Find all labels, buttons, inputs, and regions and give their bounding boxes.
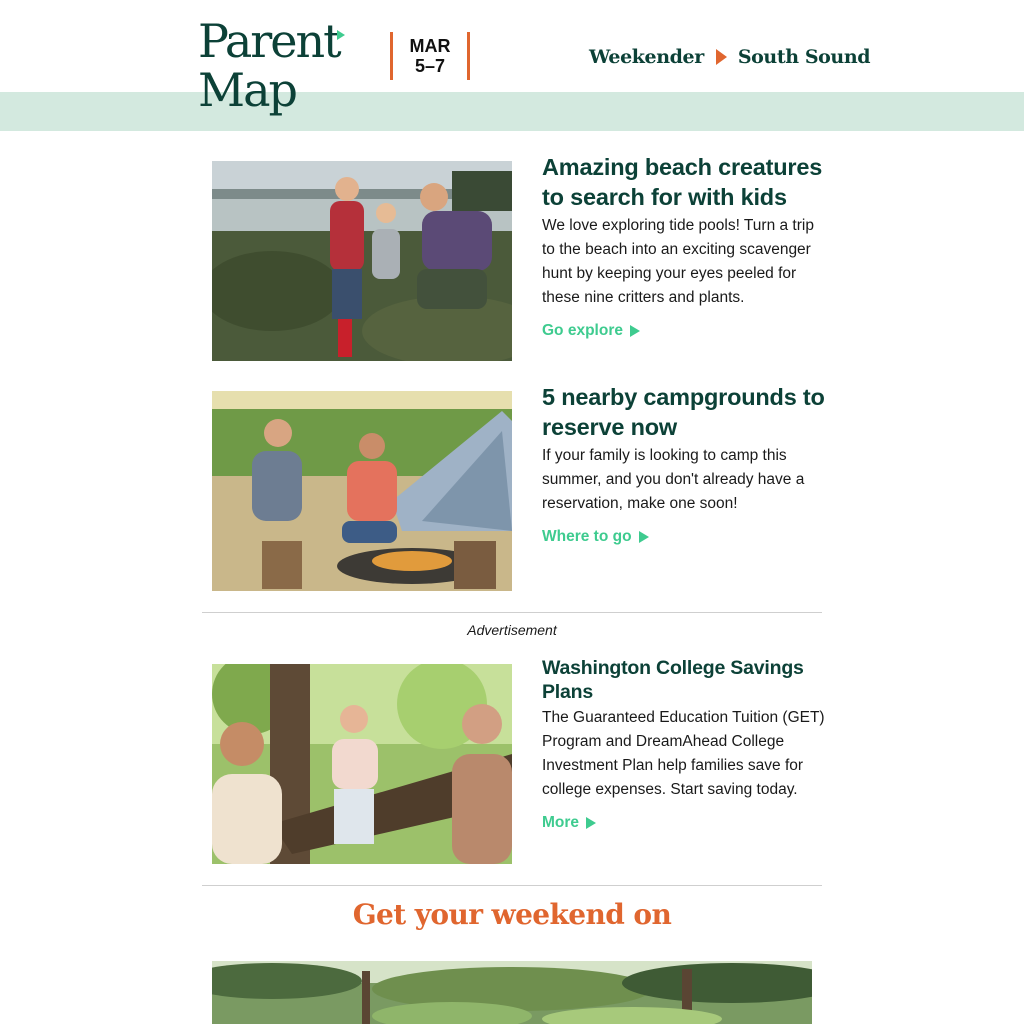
weekend-image-garden[interactable]: [212, 961, 812, 1024]
article-title[interactable]: Amazing beach creatures to search for with kids: [542, 154, 823, 210]
ad-body: The Guaranteed Education Tuition (GET) Program and DreamAhead College Investment Plan help families save for college expenses. Start saving today.: [542, 709, 825, 798]
cta-label: Where to go: [542, 528, 632, 545]
go-explore-link[interactable]: [542, 322, 640, 340]
cta-label: Go explore: [542, 322, 623, 339]
article-body: We love exploring tide pools! Turn a trip to the beach into an exciting scavenger hunt by keeping your eyes peeled for these nine critters and plants.: [542, 217, 814, 306]
breadcrumb-south-sound[interactable]: South Sound: [737, 46, 871, 68]
ad-title[interactable]: Washington College Savings Plans: [542, 657, 804, 703]
logo-arrow-icon: [337, 30, 345, 40]
ad-card-college-savings: [212, 657, 825, 864]
weekend-section-heading: Get your weekend on: [352, 898, 672, 931]
play-arrow-icon: [639, 531, 649, 543]
breadcrumb-weekender[interactable]: Weekender: [589, 46, 704, 68]
play-arrow-icon: [586, 817, 596, 829]
article-image-campfire[interactable]: [212, 391, 512, 591]
ad-text: [542, 657, 827, 832]
email-header: [0, 0, 1024, 117]
campfire-photo-icon: [212, 391, 512, 591]
article-text: [542, 384, 827, 546]
where-to-go-link[interactable]: [542, 528, 649, 546]
japanese-garden-photo-icon: [212, 961, 812, 1024]
article-image-beach[interactable]: [212, 161, 512, 361]
family-tree-photo-icon: [212, 664, 512, 864]
issue-date-days: 5–7: [414, 56, 446, 76]
divider: [202, 885, 822, 886]
ad-image-family[interactable]: [212, 664, 512, 864]
logo-text-parent: Parent: [198, 14, 340, 68]
more-link[interactable]: [542, 814, 596, 832]
header-band: [0, 92, 1024, 131]
triangle-right-icon: [716, 49, 727, 65]
issue-date: [390, 32, 470, 80]
issue-date-month: MAR: [409, 36, 451, 56]
article-card-campgrounds: [212, 384, 825, 591]
cta-label: More: [542, 814, 580, 831]
article-card-beach: [212, 154, 824, 361]
article-body: If your family is looking to camp this summer, and you don't already have a reservation, make one soon!: [542, 447, 805, 512]
article-text: [542, 154, 827, 340]
parentmap-logo[interactable]: [198, 16, 358, 122]
beach-tidepool-photo-icon: [212, 161, 512, 361]
logo-text-map: Map: [198, 63, 296, 117]
article-title[interactable]: 5 nearby campgrounds to reserve now: [542, 384, 825, 440]
breadcrumb: [589, 44, 870, 70]
advertisement-label: Advertisement: [467, 622, 557, 638]
divider: [202, 612, 822, 613]
play-arrow-icon: [630, 325, 640, 337]
